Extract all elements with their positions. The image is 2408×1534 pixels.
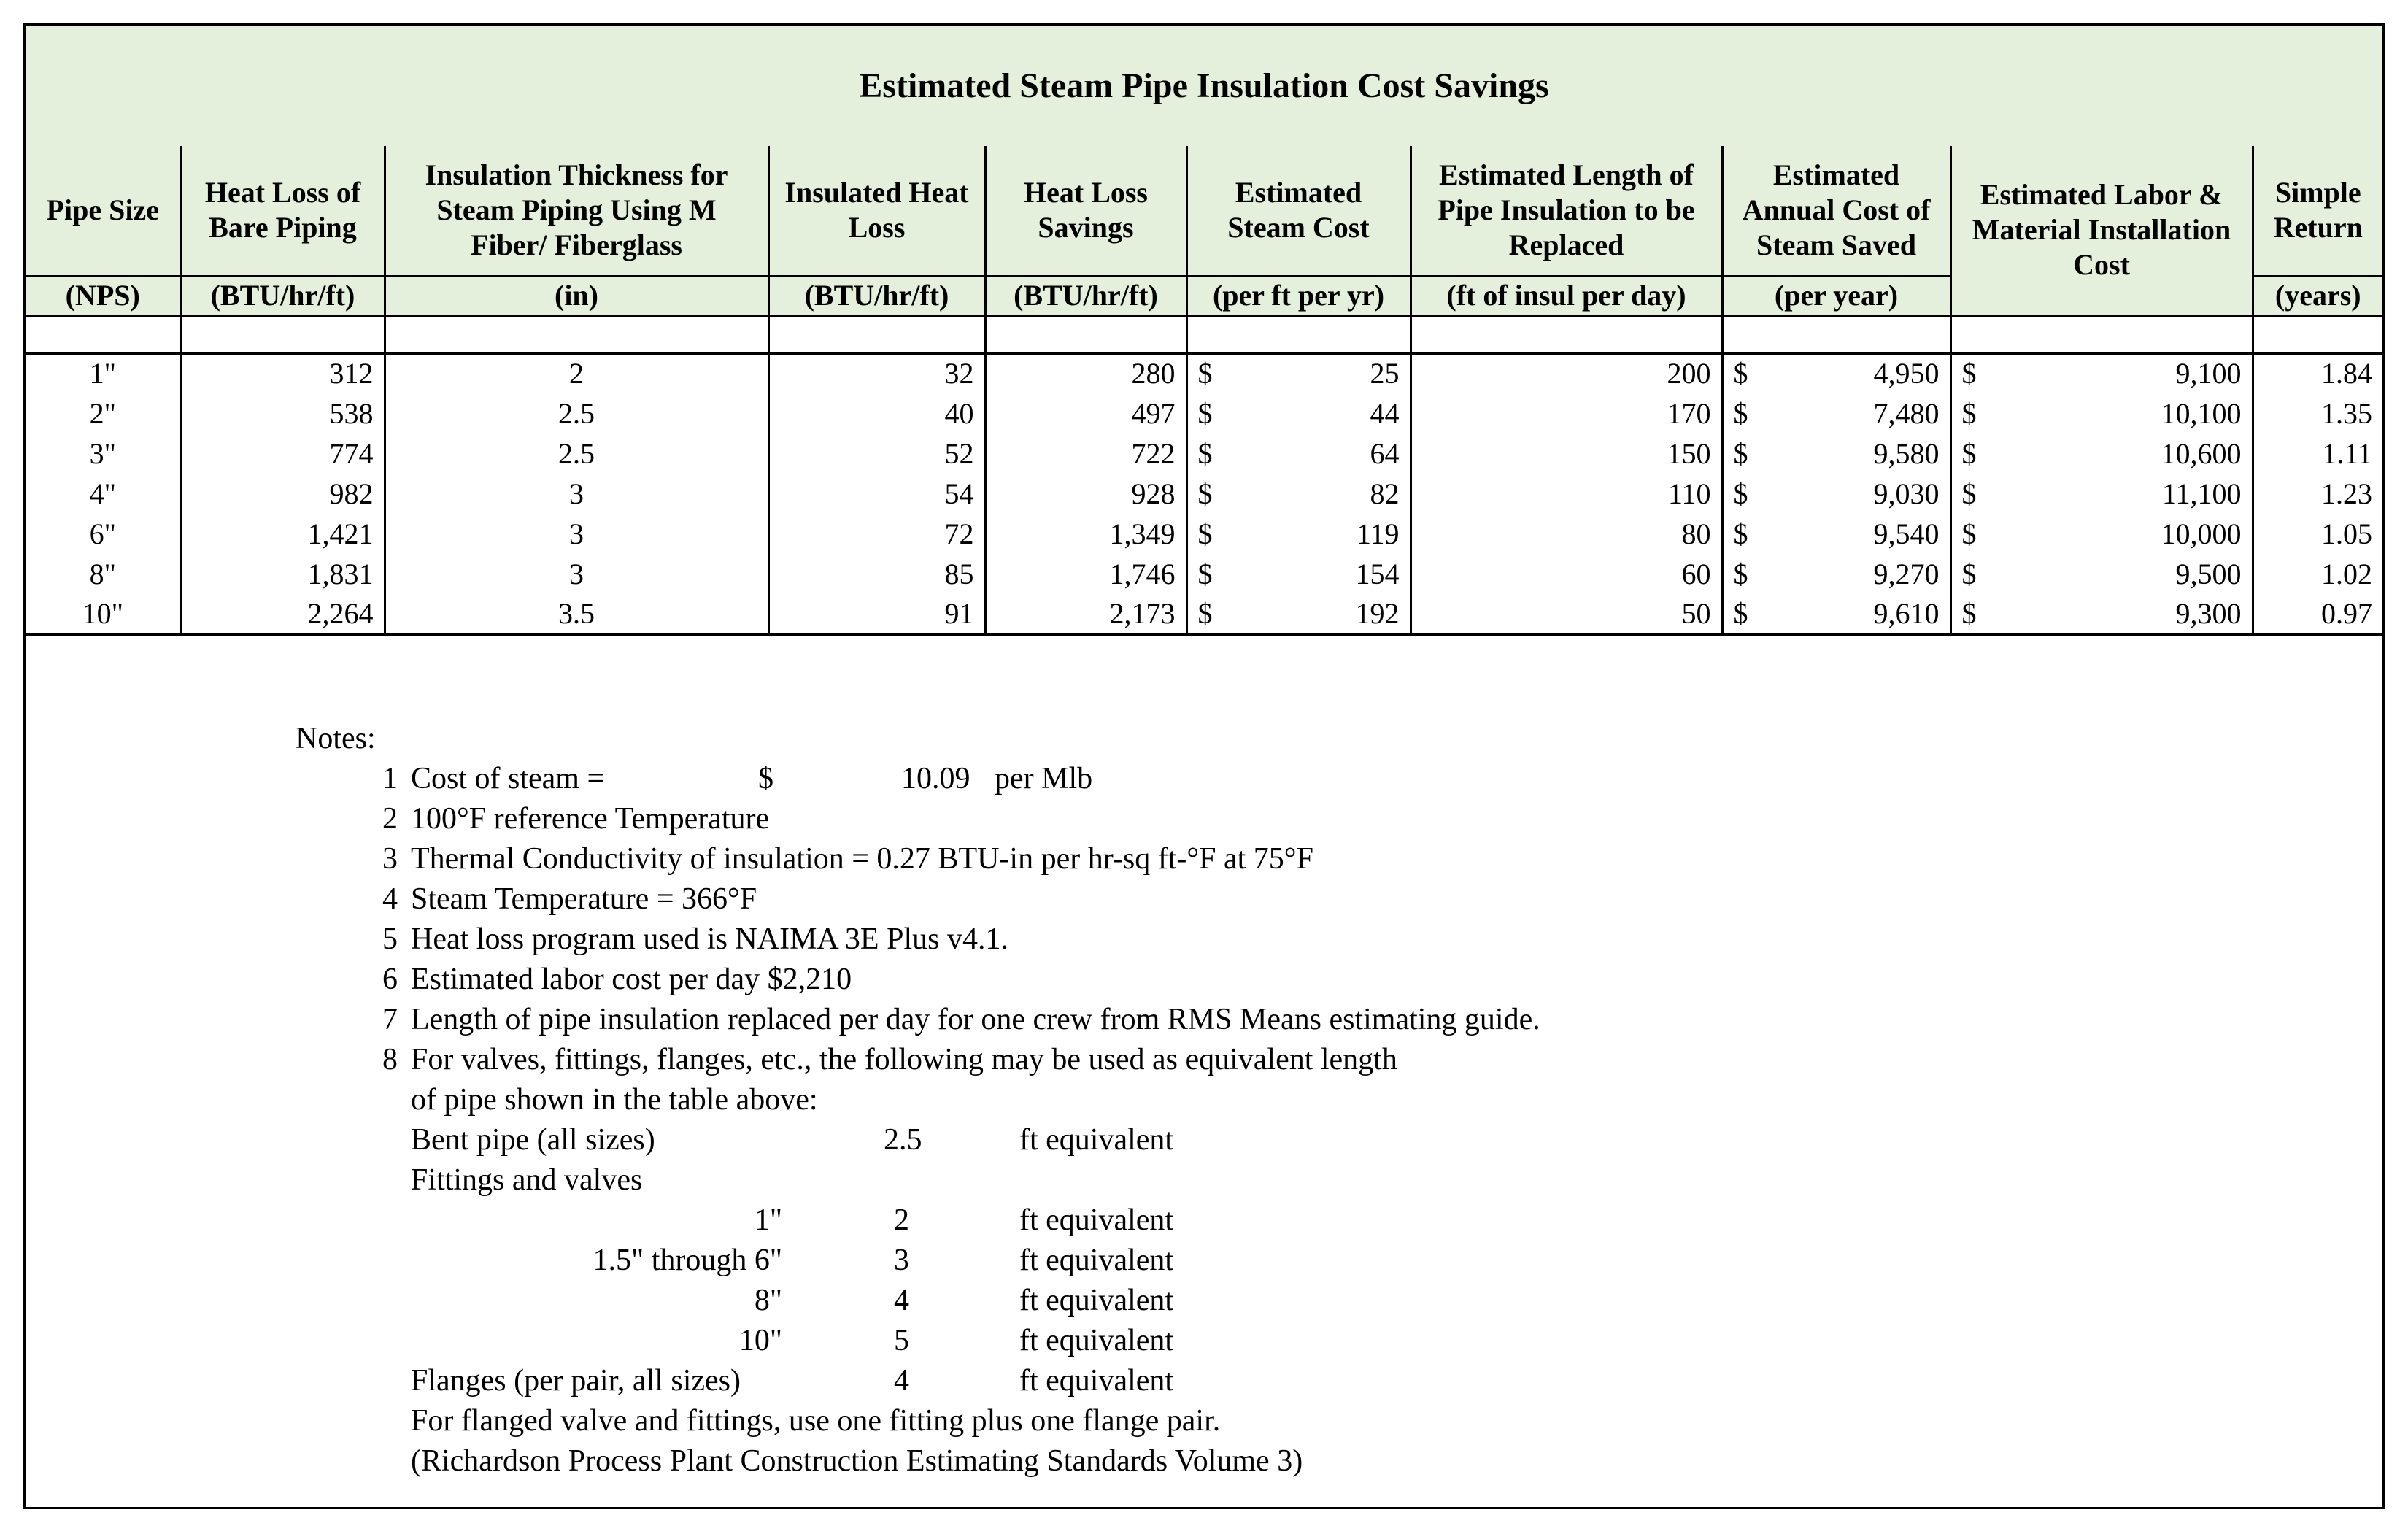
note-number: 4	[382, 882, 398, 916]
currency-symbol: $	[1733, 357, 1748, 390]
note-number: 5	[382, 922, 398, 956]
currency-symbol: $	[1733, 596, 1748, 630]
blank-cell	[26, 315, 181, 353]
fitting-line	[26, 1281, 2382, 1321]
annual-cost-cell	[1722, 353, 1950, 393]
install-cost-cell	[1950, 554, 2253, 594]
fitting-unit: ft equivalent	[1019, 1203, 1174, 1237]
flanges-label: Flanges (per pair, all sizes)	[411, 1364, 741, 1398]
simple-return-cell: 1.35	[2253, 393, 2382, 433]
header-cell: Estimated Length of Pipe Insulation to be Replaced	[1411, 146, 1722, 276]
length-cell: 60	[1411, 554, 1722, 594]
note-number: 1	[382, 762, 398, 795]
flanges-unit: ft equivalent	[1019, 1364, 1174, 1398]
note-2	[26, 799, 2382, 839]
heat-savings-cell: 497	[985, 393, 1186, 433]
table-row	[26, 393, 2382, 433]
steam-cost-value: 25	[1370, 357, 1400, 390]
note-text: 100°F reference Temperature	[411, 802, 770, 836]
table-row	[26, 433, 2382, 474]
unit-cell: (BTU/hr/ft)	[181, 276, 385, 315]
bent-pipe-line	[26, 1120, 2382, 1160]
annual-cost-cell	[1722, 554, 1950, 594]
pipe-size-cell: 4"	[26, 474, 181, 514]
header-cell: Simple Return	[2253, 146, 2382, 276]
thickness-cell: 3	[385, 474, 768, 514]
insulated-loss-cell: 52	[768, 433, 985, 474]
currency-symbol: $	[1197, 517, 1213, 550]
length-cell: 50	[1411, 594, 1722, 634]
annual-cost-value: 7,480	[1873, 396, 1940, 430]
unit-cell: (years)	[2253, 276, 2382, 315]
steam-cost-value: 64	[1370, 436, 1400, 470]
note-text: Length of pipe insulation replaced per day for one crew from RMS Means estimating guide.	[411, 1003, 1540, 1036]
simple-return-cell: 1.84	[2253, 353, 2382, 393]
blank-cell	[1950, 315, 2253, 353]
annual-cost-value: 9,580	[1873, 436, 1940, 470]
note-6	[26, 960, 2382, 1000]
install-cost-value: 9,500	[2175, 557, 2242, 590]
bent-pipe-unit: ft equivalent	[1019, 1123, 1174, 1157]
note-number: 3	[382, 842, 398, 876]
annual-cost-value: 9,030	[1873, 477, 1940, 510]
fitting-size: 1"	[754, 1203, 782, 1237]
install-cost-value: 10,600	[2161, 436, 2242, 470]
currency-symbol: $	[1961, 436, 1977, 470]
annual-cost-cell	[1722, 514, 1950, 554]
bare-heat-loss-cell: 1,421	[181, 514, 385, 554]
table-row	[26, 353, 2382, 393]
insulated-loss-cell: 85	[768, 554, 985, 594]
bare-heat-loss-cell: 982	[181, 474, 385, 514]
install-cost-value: 11,100	[2161, 477, 2242, 510]
steam-cost-cell	[1186, 353, 1411, 393]
install-cost-value: 10,000	[2161, 517, 2242, 550]
currency-symbol: $	[758, 762, 773, 795]
bent-pipe-value: 2.5	[884, 1123, 922, 1157]
steam-cost-cell	[1186, 554, 1411, 594]
note-4	[26, 879, 2382, 920]
blank-cell	[181, 315, 385, 353]
annual-cost-cell	[1722, 594, 1950, 634]
simple-return-cell: 0.97	[2253, 594, 2382, 634]
flanges-value: 4	[894, 1364, 909, 1398]
note-8-continued	[26, 1080, 2382, 1120]
fitting-line	[26, 1241, 2382, 1281]
thickness-cell: 2.5	[385, 433, 768, 474]
heat-savings-cell: 928	[985, 474, 1186, 514]
unit-cell: (per ft per yr)	[1186, 276, 1411, 315]
steam-cost-value: 192	[1355, 596, 1400, 630]
annual-cost-cell	[1722, 474, 1950, 514]
install-cost-cell	[1950, 514, 2253, 554]
header-cell: Heat Loss of Bare Piping	[181, 146, 385, 276]
install-cost-cell	[1950, 474, 2253, 514]
currency-symbol: $	[1733, 436, 1748, 470]
insulated-loss-cell: 54	[768, 474, 985, 514]
steam-cost-cell	[1186, 514, 1411, 554]
currency-symbol: $	[1961, 557, 1977, 590]
annual-cost-value: 9,610	[1873, 596, 1940, 630]
currency-symbol: $	[1733, 477, 1748, 510]
flanges-line	[26, 1361, 2382, 1401]
fitting-value: 3	[894, 1244, 909, 1277]
header-cell: Pipe Size	[26, 146, 181, 276]
note-number: 8	[382, 1043, 398, 1076]
simple-return-cell: 1.05	[2253, 514, 2382, 554]
fitting-line	[26, 1321, 2382, 1361]
unit-cell: (ft of insul per day)	[1411, 276, 1722, 315]
steam-cost-cell	[1186, 393, 1411, 433]
heat-savings-cell: 1,746	[985, 554, 1186, 594]
note-1	[26, 759, 2382, 799]
pipe-size-cell: 2"	[26, 393, 181, 433]
annual-cost-value: 9,540	[1873, 517, 1940, 550]
simple-return-cell: 1.11	[2253, 433, 2382, 474]
table-row	[26, 554, 2382, 594]
header-cell: Heat Loss Savings	[985, 146, 1186, 276]
header-cell: Estimated Labor & Material Installation Cost	[1950, 146, 2253, 315]
fitting-size: 10"	[738, 1324, 782, 1357]
install-cost-value: 9,300	[2175, 596, 2242, 630]
table-row	[26, 474, 2382, 514]
currency-symbol: $	[1733, 396, 1748, 430]
annual-cost-value: 4,950	[1873, 357, 1940, 390]
note-number: 7	[382, 1003, 398, 1036]
thickness-cell: 3	[385, 514, 768, 554]
currency-symbol: $	[1197, 396, 1213, 430]
steam-cost-cell	[1186, 474, 1411, 514]
install-cost-cell	[1950, 594, 2253, 634]
bare-heat-loss-cell: 2,264	[181, 594, 385, 634]
unit-cell: (BTU/hr/ft)	[985, 276, 1186, 315]
currency-symbol: $	[1961, 477, 1977, 510]
thickness-cell: 3	[385, 554, 768, 594]
length-cell: 200	[1411, 353, 1722, 393]
heat-savings-cell: 2,173	[985, 594, 1186, 634]
currency-symbol: $	[1961, 357, 1977, 390]
blank-row	[26, 315, 2382, 353]
steam-cost-cell	[1186, 433, 1411, 474]
note-text: For valves, fittings, flanges, etc., the following may be used as equivalent length	[411, 1043, 1397, 1076]
header-cell: Insulation Thickness for Steam Piping Using M Fiber/ Fiberglass	[385, 146, 768, 276]
insulated-loss-cell: 72	[768, 514, 985, 554]
flanged-note-line	[26, 1401, 2382, 1441]
fitting-size: 1.5" through 6"	[593, 1244, 782, 1277]
currency-symbol: $	[1197, 596, 1213, 630]
fittings-heading-line	[26, 1160, 2382, 1200]
insulated-loss-cell: 32	[768, 353, 985, 393]
note-8	[26, 1040, 2382, 1080]
steam-cost-value: 10.09	[901, 762, 970, 795]
currency-symbol: $	[1733, 517, 1748, 550]
bent-pipe-label: Bent pipe (all sizes)	[411, 1123, 655, 1157]
steam-cost-value: 119	[1356, 517, 1400, 550]
heat-savings-cell: 280	[985, 353, 1186, 393]
annual-cost-value: 9,270	[1873, 557, 1940, 590]
fittings-label: Fittings and valves	[411, 1163, 643, 1197]
source-line	[26, 1441, 2382, 1481]
steam-cost-value: 154	[1355, 557, 1400, 590]
bare-heat-loss-cell: 774	[181, 433, 385, 474]
steam-cost-cell	[1186, 594, 1411, 634]
source-citation: (Richardson Process Plant Construction Estimating Standards Volume 3)	[411, 1444, 1303, 1478]
pipe-size-cell: 10"	[26, 594, 181, 634]
title-band	[26, 26, 2382, 148]
spreadsheet	[23, 23, 2385, 1509]
flanged-note: For flanged valve and fittings, use one fitting plus one flange pair.	[411, 1404, 1221, 1438]
unit-cell: (BTU/hr/ft)	[768, 276, 985, 315]
insulated-loss-cell: 91	[768, 594, 985, 634]
heat-savings-cell: 1,349	[985, 514, 1186, 554]
thickness-cell: 2.5	[385, 393, 768, 433]
currency-symbol: $	[1961, 517, 1977, 550]
header-cell: Estimated Steam Cost	[1186, 146, 1411, 276]
fitting-size: 8"	[754, 1284, 782, 1317]
note-number: 2	[382, 802, 398, 836]
blank-cell	[385, 315, 768, 353]
header-row	[26, 146, 2382, 276]
currency-symbol: $	[1961, 596, 1977, 630]
sheet-title: Estimated Steam Pipe Insulation Cost Savings	[859, 66, 1549, 105]
header-cell: Insulated Heat Loss	[768, 146, 985, 276]
currency-symbol: $	[1197, 357, 1213, 390]
unit-cell: (in)	[385, 276, 768, 315]
fitting-value: 4	[894, 1284, 909, 1317]
note-number: 6	[382, 963, 398, 996]
heat-savings-cell: 722	[985, 433, 1186, 474]
currency-symbol: $	[1197, 436, 1213, 470]
table-row	[26, 594, 2382, 634]
note-text: Steam Temperature = 366°F	[411, 882, 757, 916]
annual-cost-cell	[1722, 433, 1950, 474]
blank-cell	[1186, 315, 1411, 353]
bare-heat-loss-cell: 538	[181, 393, 385, 433]
simple-return-cell: 1.02	[2253, 554, 2382, 594]
blank-cell	[768, 315, 985, 353]
install-cost-cell	[1950, 433, 2253, 474]
blank-cell	[1722, 315, 1950, 353]
bare-heat-loss-cell: 312	[181, 353, 385, 393]
unit-cell: (per year)	[1722, 276, 1950, 315]
install-cost-value: 10,100	[2161, 396, 2242, 430]
blank-cell	[985, 315, 1186, 353]
note-5	[26, 920, 2382, 960]
thickness-cell: 2	[385, 353, 768, 393]
fitting-unit: ft equivalent	[1019, 1284, 1174, 1317]
note-text: Cost of steam =	[411, 762, 605, 795]
currency-symbol: $	[1197, 477, 1213, 510]
fitting-value: 2	[894, 1203, 909, 1237]
note-3	[26, 839, 2382, 879]
pipe-size-cell: 1"	[26, 353, 181, 393]
header-cell: Estimated Annual Cost of Steam Saved	[1722, 146, 1950, 276]
table-row	[26, 514, 2382, 554]
install-cost-cell	[1950, 353, 2253, 393]
savings-table	[26, 146, 2382, 636]
notes-heading: Notes:	[296, 722, 376, 755]
note-7	[26, 1000, 2382, 1040]
install-cost-cell	[1950, 393, 2253, 433]
simple-return-cell: 1.23	[2253, 474, 2382, 514]
note-text: Estimated labor cost per day $2,210	[411, 963, 852, 996]
fitting-unit: ft equivalent	[1019, 1244, 1174, 1277]
insulated-loss-cell: 40	[768, 393, 985, 433]
fitting-line	[26, 1200, 2382, 1241]
currency-symbol: $	[1197, 557, 1213, 590]
pipe-size-cell: 8"	[26, 554, 181, 594]
fitting-value: 5	[894, 1324, 909, 1357]
note-text: Thermal Conductivity of insulation = 0.27 BTU-in per hr-sq ft-°F at 75°F	[411, 842, 1313, 876]
blank-cell	[2253, 315, 2382, 353]
currency-symbol: $	[1961, 396, 1977, 430]
steam-cost-value: 44	[1370, 396, 1400, 430]
install-cost-value: 9,100	[2175, 357, 2242, 390]
annual-cost-cell	[1722, 393, 1950, 433]
currency-symbol: $	[1733, 557, 1748, 590]
length-cell: 80	[1411, 514, 1722, 554]
bare-heat-loss-cell: 1,831	[181, 554, 385, 594]
note-text: Heat loss program used is NAIMA 3E Plus v4.1.	[411, 922, 1008, 956]
length-cell: 170	[1411, 393, 1722, 433]
pipe-size-cell: 3"	[26, 433, 181, 474]
pipe-size-cell: 6"	[26, 514, 181, 554]
unit-cell: (NPS)	[26, 276, 181, 315]
steam-cost-value: 82	[1370, 477, 1400, 510]
note-text: of pipe shown in the table above:	[411, 1083, 818, 1117]
fitting-unit: ft equivalent	[1019, 1324, 1174, 1357]
blank-cell	[1411, 315, 1722, 353]
length-cell: 150	[1411, 433, 1722, 474]
thickness-cell: 3.5	[385, 594, 768, 634]
length-cell: 110	[1411, 474, 1722, 514]
steam-cost-unit: per Mlb	[995, 762, 1093, 795]
